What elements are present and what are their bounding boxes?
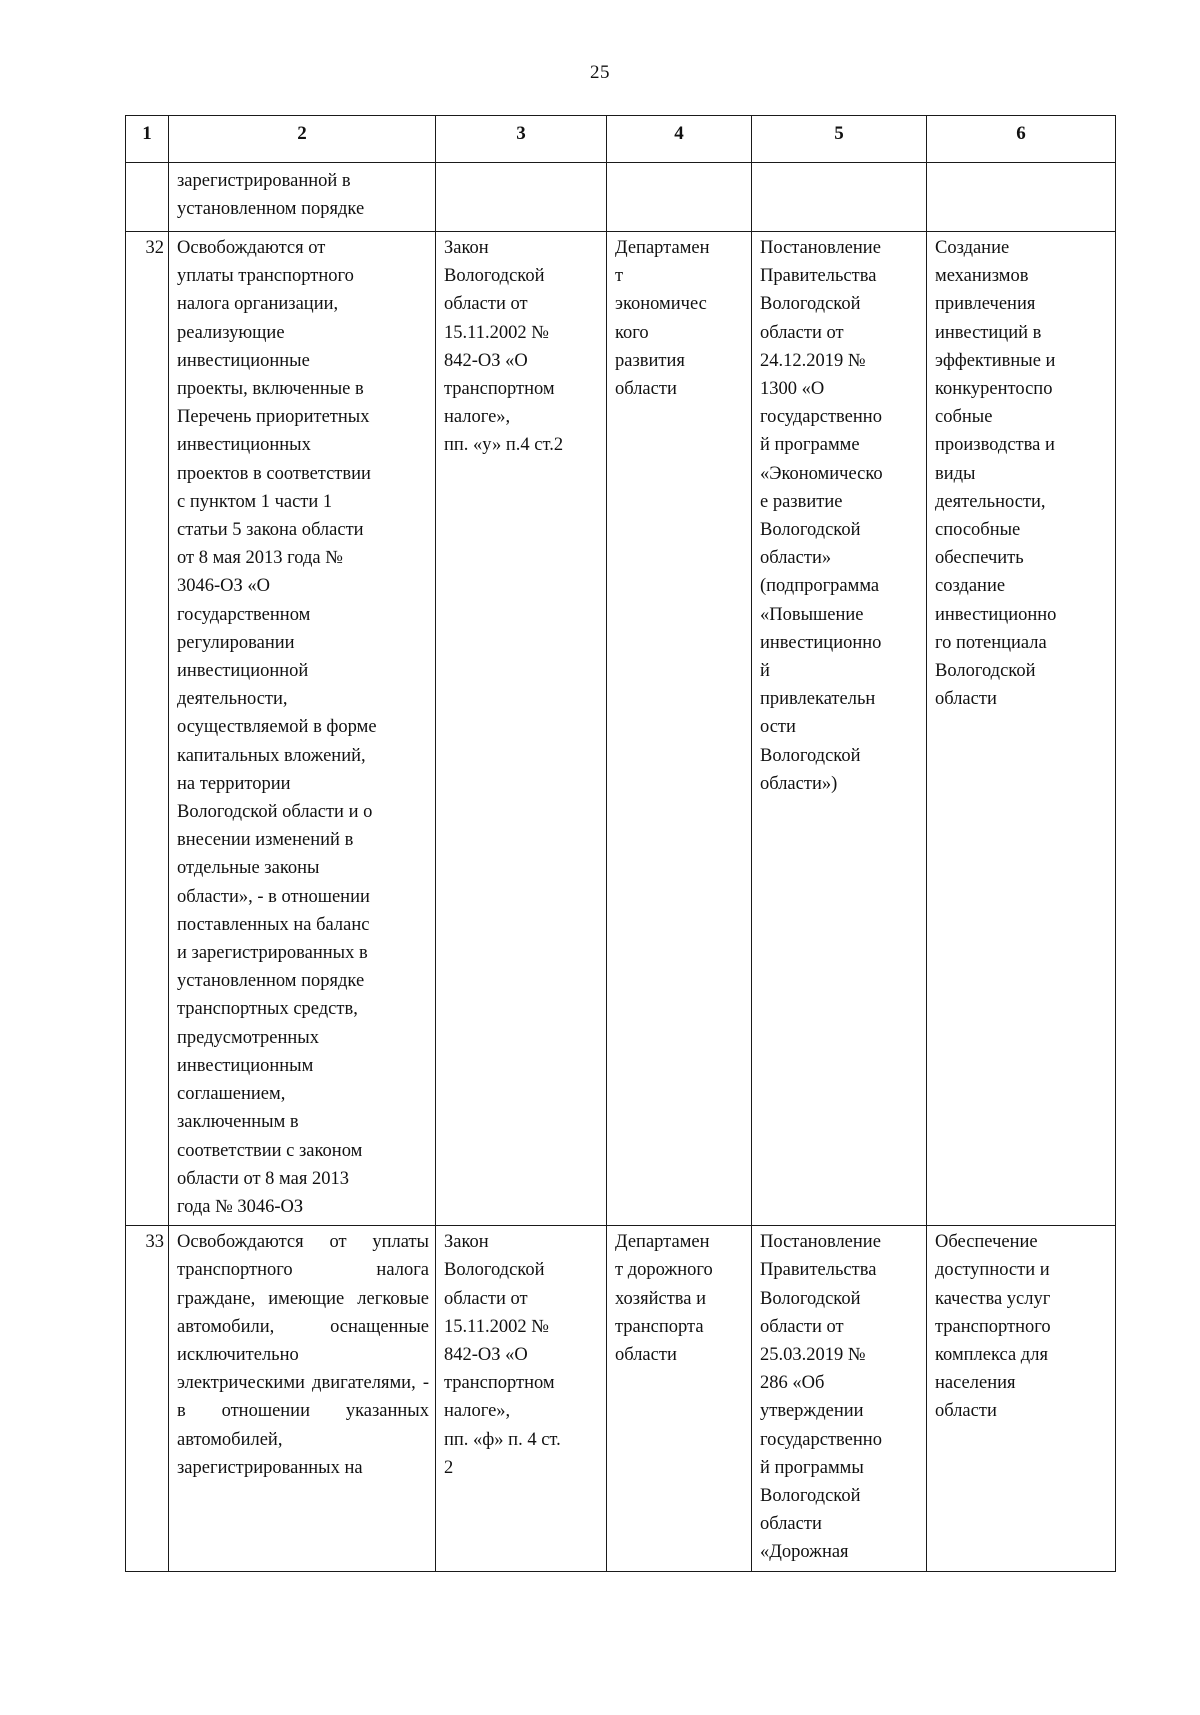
header-col-4: 4 [607,116,752,163]
curator-cell [607,1226,752,1571]
goal: Обеспечение доступности и качества услуг транспортного комплекса для населения области [935,1232,1051,1422]
header-col-2: 2 [169,116,436,163]
legal-basis: Закон Вологодской области от 15.11.2002 № 842-ОЗ «О транспортном налоге», пп. «у» п.4 ст.2 [444,238,564,456]
row-number: 33 [126,1226,169,1571]
legal-basis-cell [436,163,607,232]
goal: Создание механизмов привлечения инвестиций в эффективные и конкурентоспо собные производства и виды деятельности, способные обеспечить создание инвестиционно го потенциала Вологодской области [935,238,1057,710]
benefit-description-cell [169,163,436,232]
program-cell [752,232,927,1226]
legal-basis-cell [436,1226,607,1571]
table-row-32 [126,232,1116,1226]
program-cell [752,163,927,232]
header-col-5: 5 [752,116,927,163]
program: Постановление Правительства Вологодской области от 24.12.2019 № 1300 «О государственно й программе «Экономическо е развитие Вологодской области» (подпрограмма «Повышение инвестиционно й привлекательн ости Вологодской области») [760,238,883,794]
benefit-description: Освобождаются от уплаты транспортного налога организации, реализующие инвестиционные проекты, включенные в Перечень приоритетных инвестиционных проектов в соответствии с пунктом 1 части 1 статьи 5 закона области от 8 мая 2013 года № 3046-ОЗ «О государственном регулировании инвестиционной деятельности, осуществляемой в форме капитальных вложений, на территории Вологодской области и о внесении изменений в отдельные законы области», - в отношении поставленных на баланс и зарегистрированных в установленном порядке транспортных средств, предусмотренных инвестиционным соглашением, заключенным в соответствии с законом области от 8 мая 2013 года № 3046-ОЗ [177,238,377,1217]
program: Постановление Правительства Вологодской области от 25.03.2019 № 286 «Об утверждении государственно й программы Вологодской области «Дорожная [760,1232,882,1563]
legal-basis-cell [436,232,607,1226]
benefit-description-cell [169,1226,436,1571]
header-row [126,116,1116,163]
row-number [126,163,169,232]
curator-cell [607,163,752,232]
benefit-description-cell [169,232,436,1226]
table-row-33 [126,1226,1116,1571]
curator: Департамен т экономичес кого развития области [615,238,710,400]
legal-basis: Закон Вологодской области от 15.11.2002 № 842-ОЗ «О транспортном налоге», пп. «ф» п. 4 ст. 2 [444,1232,561,1478]
table-row-continuation [126,163,1116,232]
curator-cell [607,232,752,1226]
curator: Департамен т дорожного хозяйства и транспорта области [615,1232,713,1365]
header-col-1: 1 [126,116,169,163]
program-cell [752,1226,927,1571]
page-number: 25 [590,62,610,83]
benefit-description: Освобождаются от уплаты транспортного налога граждане, имеющие легковые автомобили, оснащенные исключительно электрическими двигателями, - в отношении указанных автомобилей, зарегистрированных на [177,1232,429,1478]
document-table [125,115,1116,1572]
goal-cell [927,163,1116,232]
benefit-description: зарегистрированной в установленном порядке [177,171,365,220]
header-col-6: 6 [927,116,1116,163]
goal-cell [927,1226,1116,1571]
header-col-3: 3 [436,116,607,163]
row-number: 32 [126,232,169,1226]
goal-cell [927,232,1116,1226]
